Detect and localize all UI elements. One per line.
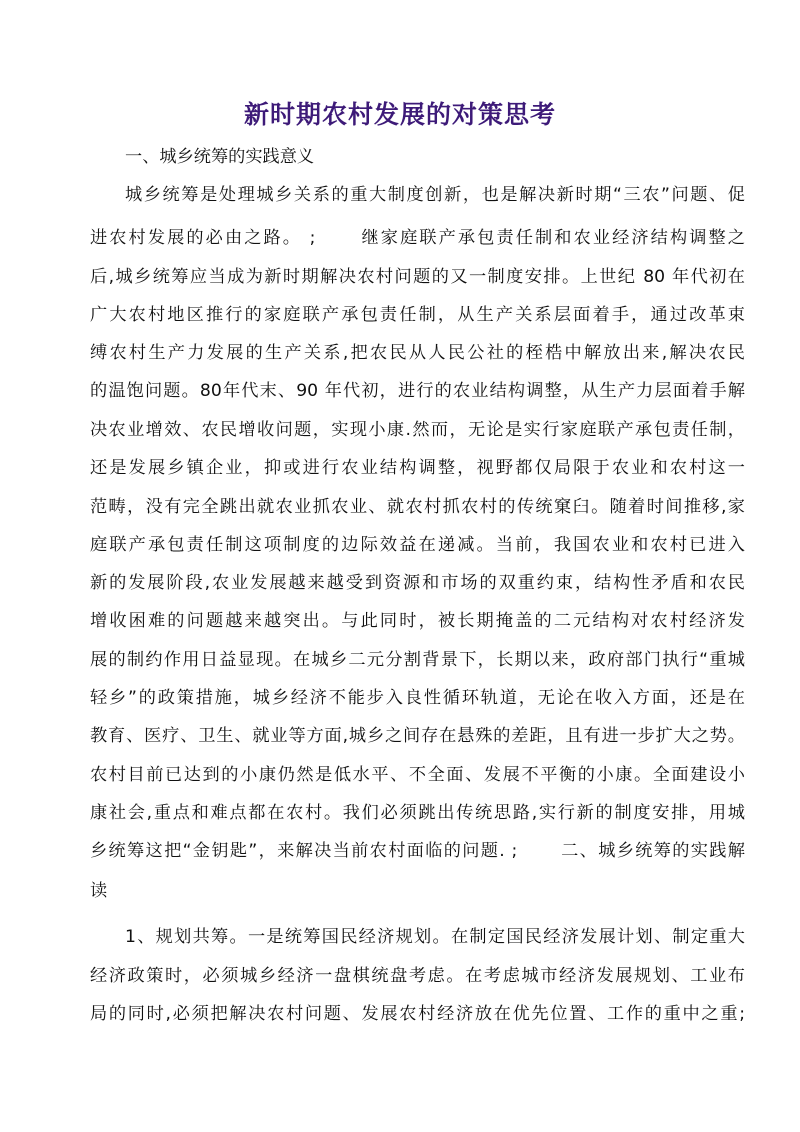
text-line: 广大农村地区推行的家庭联产承包责任制，从生产关系层面着手，通过改革束: [90, 305, 745, 325]
text-line: 还是发展乡镇企业，抑或进行农业结构调整，视野都仅局限于农业和农村这一: [90, 458, 745, 478]
text-line: 后,城乡统筹应当成为新时期解决农村问题的又一制度安排。上世纪 80 年代初在: [90, 267, 745, 287]
text-line: 增收困难的问题越来越突出。与此同时，被长期掩盖的二元结构对农村经济发: [90, 611, 745, 631]
text-line: 农村目前已达到的小康仍然是低水平、不全面、发展不平衡的小康。全面建设小: [90, 765, 745, 785]
text-line: 决农业增效、农民增收问题，实现小康.然而，无论是实行家庭联产承包责任制，: [90, 420, 745, 440]
section-heading: 一、城乡统筹的实践意义: [125, 147, 315, 167]
text-line: 读: [90, 881, 108, 901]
text-line: 新的发展阶段,农业发展越来越受到资源和市场的双重约束，结构性矛盾和农民: [90, 573, 745, 593]
text-line: 轻乡”的政策措施，城乡经济不能步入良性循环轨道，无论在收入方面，还是在: [90, 688, 745, 708]
text-line: 康社会,重点和难点都在农村。我们必须跳出传统思路,实行新的制度安排，用城: [90, 803, 745, 823]
text-line: 经济政策时，必须城乡经济一盘棋统盘考虑。在考虑城市经济发展规划、工业布: [90, 966, 745, 986]
text-line: 教育、医疗、卫生、就业等方面,城乡之间存在悬殊的差距，且有进一步扩大之势。: [90, 726, 745, 746]
document-title: 新时期农村发展的对策思考: [243, 100, 556, 129]
text-line: 局的同时,必须把解决农村问题、发展农村经济放在优先位置、工作的重中之重;: [90, 1004, 745, 1024]
text-line: 缚农村生产力发展的生产关系,把农民从人民公社的桎梏中解放出来,解决农民: [90, 343, 745, 363]
text-line: 展的制约作用日益显现。在城乡二元分割背景下，长期以来，政府部门执行“重城: [90, 650, 745, 670]
text-line: 的温饱问题。80年代末、90 年代初，进行的农业结构调整，从生产力层面着手解: [90, 381, 745, 401]
text-line: 范畴，没有完全跳出就农业抓农业、就农村抓农村的传统窠臼。随着时间推移,家: [90, 497, 745, 517]
text-line: 城乡统筹是处理城乡关系的重大制度创新，也是解决新时期“三农”问题、促: [125, 185, 745, 205]
text-line: 乡统筹这把“金钥匙”，来解决当前农村面临的问题. ; 二、城乡统筹的实践解: [90, 841, 745, 861]
text-line: 1、规划共筹。一是统筹国民经济规划。在制定国民经济发展计划、制定重大: [125, 927, 745, 947]
text-line: 进农村发展的必由之路。 ; 继家庭联产承包责任制和农业经济结构调整之: [90, 228, 745, 248]
text-line: 庭联产承包责任制这项制度的边际效益在递减。当前，我国农业和农村已进入: [90, 535, 745, 555]
